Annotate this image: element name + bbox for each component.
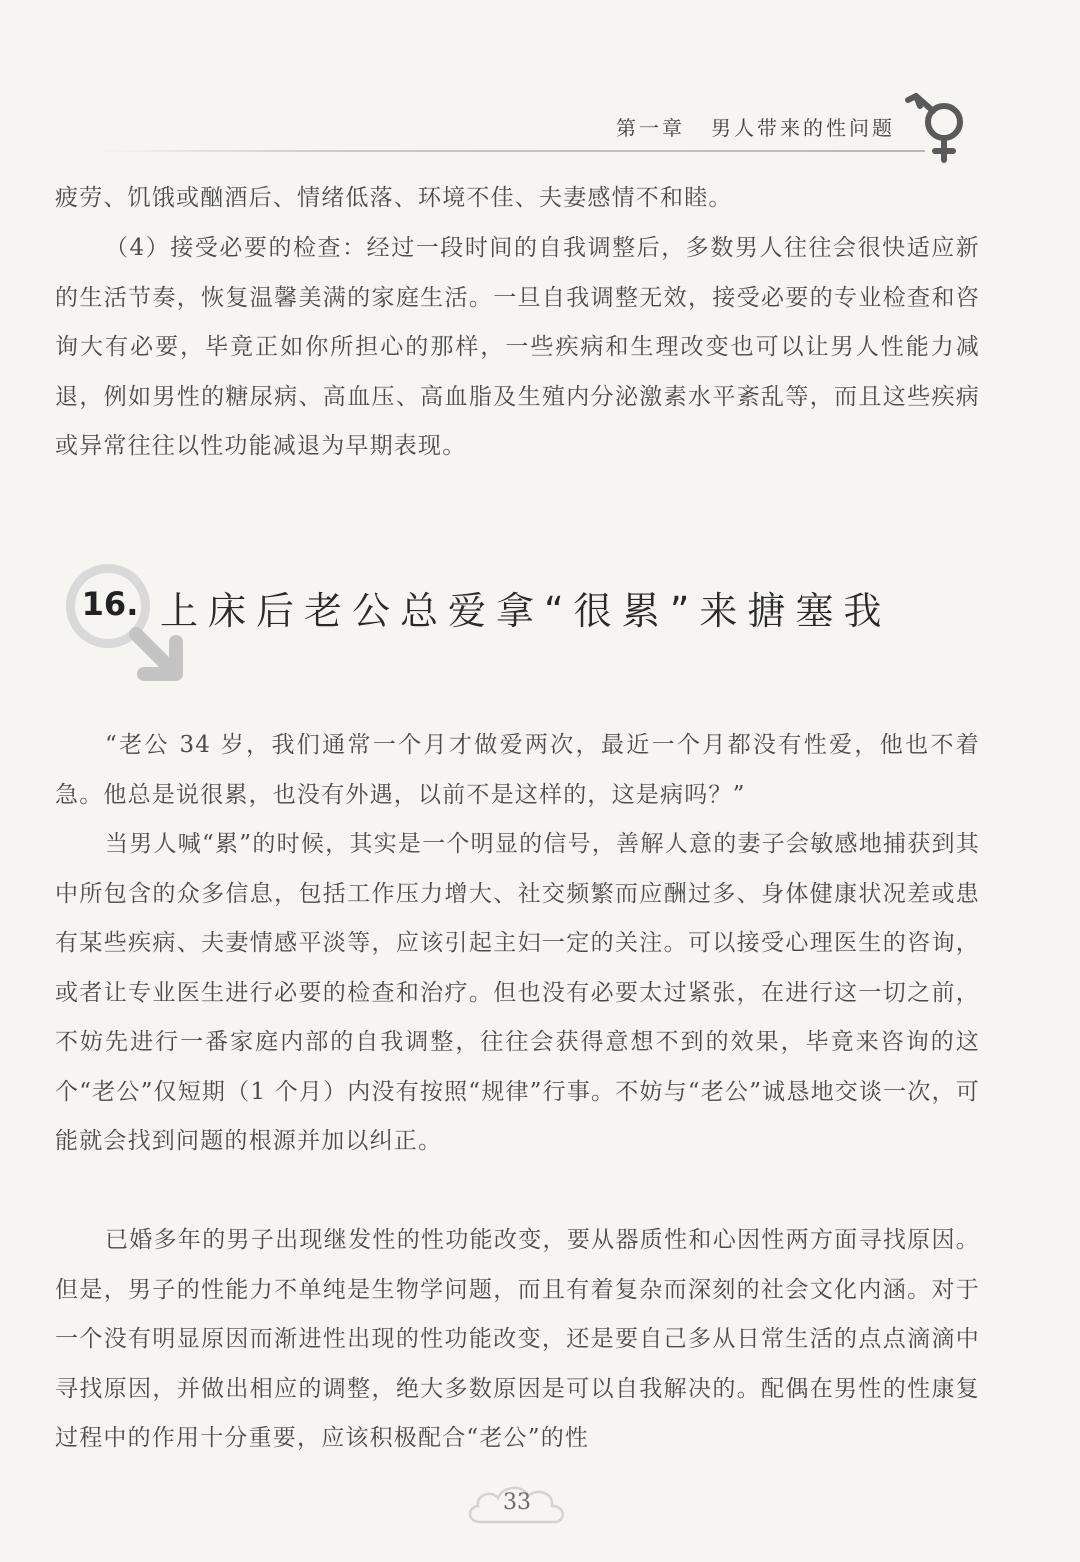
paragraph-continued: 疲劳、饥饿或酗酒后、情绪低落、环境不佳、夫妻感情不和睦。 <box>55 185 733 211</box>
section-number: 16. <box>81 585 139 623</box>
header-rule <box>95 150 925 152</box>
paragraph-tired-signal: 当男人喊“累”的时候，其实是一个明显的信号，善解人意的妻子会敏感地捕获到其中所包含的众多信息，包括工作压力增大、社交频繁而应酬过多、身体健康状况差或患有某些疾病、夫妻情感平淡等，应该引起主妇一定的关注。可以接受心理医生的咨询，或者让专业医生进行必要的检查和治疗。但也没有必要太过紧张，在进行这一切之前，不妨先进行一番家庭内部的自我调整，往往会获得意想不到的效果，毕竟来咨询的这个“老公”仅短期（1 个月）内没有按照“规律”行事。不妨与“老公”诚恳地交谈一次，可能就会找到问题的根源并加以纠正。 <box>55 831 980 1154</box>
running-header <box>616 112 895 141</box>
paragraph-causes: 已婚多年的男子出现继发性的性功能改变，要从器质性和心因性两方面寻找原因。但是，男子的性能力不单纯是生物学问题，而且有着复杂而深刻的社会文化内涵。对于一个没有明显原因而渐进性出现的性功能改变，还是要自己多从日常生活的点点滴滴中寻找原因，并做出相应的调整，绝大多数原因是可以自我解决的。配偶在男性的性康复过程中的作用十分重要，应该积极配合“老公”的性 <box>55 1227 980 1451</box>
paragraph-check: （4）接受必要的检查：经过一段时间的自我调整后，多数男人往往会很快适应新的生活节奏，恢复温馨美满的家庭生活。一旦自我调整无效，接受必要的专业检查和咨询大有必要，毕竟正如你所担心的那样，一些疾病和生理改变也可以让男人性能力减退，例如男性的糖尿病、高血压、高血脂及生殖内分泌激素水平紊乱等，而且这些疾病或异常往往以性功能减退为早期表现。 <box>55 235 980 459</box>
header-title: 男人带来的性问题 <box>711 116 895 140</box>
paragraph-quote: “老公 34 岁，我们通常一个月才做爱两次，最近一个月都没有性爱，他也不着急。他总是说很累，也没有外遇，以前不是这样的，这是病吗？” <box>55 732 980 808</box>
header-chapter: 第一章 <box>616 116 685 140</box>
gender-symbol-icon <box>900 88 980 168</box>
page-number: 33 <box>503 1490 531 1515</box>
section-title: 上床后老公总爱拿“很累”来搪塞我 <box>160 589 892 633</box>
